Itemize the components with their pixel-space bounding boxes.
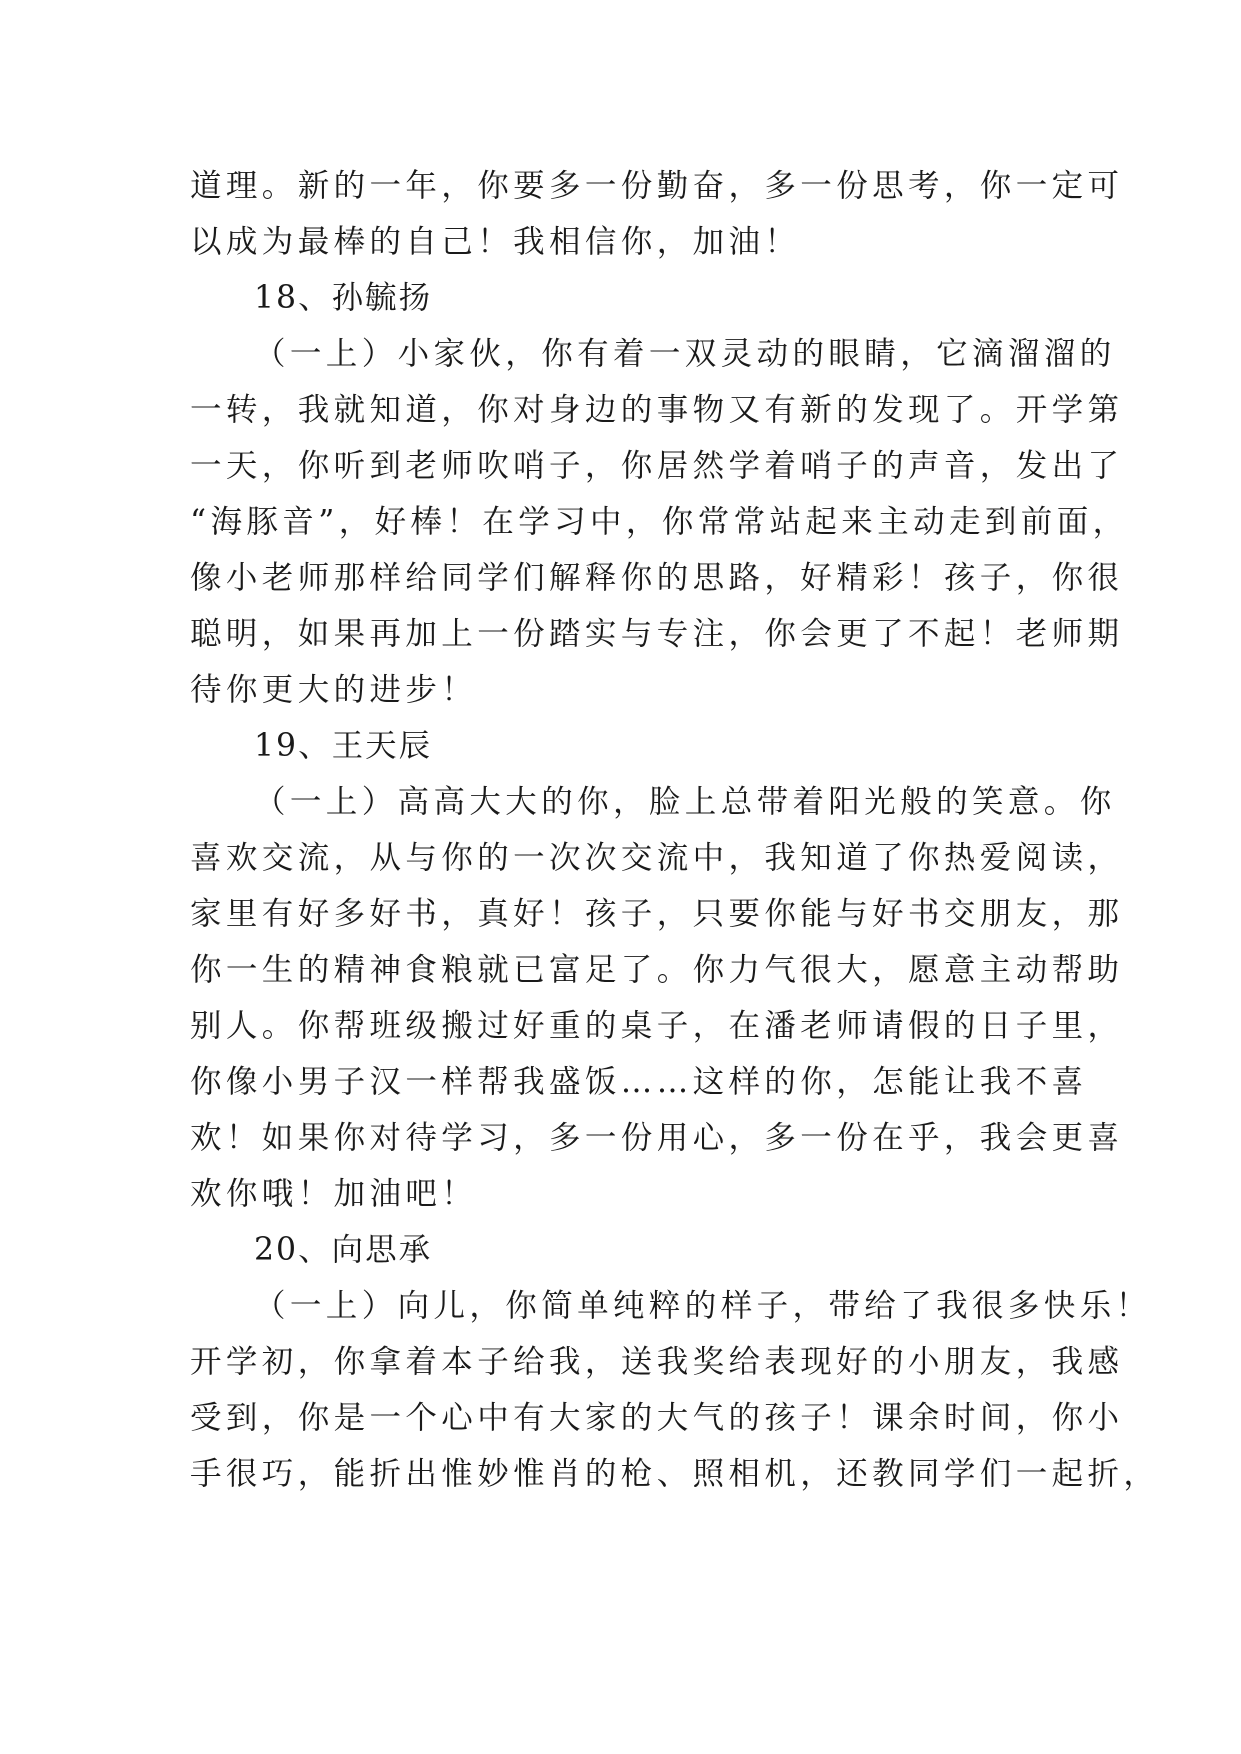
paragraph-first-line: （一上）小家伙，你有着一双灵动的眼睛，它滴溜溜的	[254, 336, 1116, 372]
text-line: 受到，你是一个心中有大家的大气的孩子！课余时间，你小	[190, 1400, 1124, 1436]
text-line: 欢！如果你对待学习，多一份用心，多一份在乎，我会更喜	[190, 1120, 1124, 1156]
text-line: 喜欢交流，从与你的一次次交流中，我知道了你热爱阅读，	[190, 840, 1124, 876]
text-line: “海豚音”，好棒！在学习中，你常常站起来主动走到前面，	[190, 504, 1129, 540]
paragraph-first-line: （一上）向儿，你简单纯粹的样子，带给了我很多快乐！	[254, 1288, 1152, 1324]
text-line: 欢你哦！加油吧！	[190, 1176, 478, 1212]
text-line: 待你更大的进步！	[190, 672, 478, 708]
text-line: 像小老师那样给同学们解释你的思路，好精彩！孩子，你很	[190, 560, 1124, 596]
text-line: 你像小男子汉一样帮我盛饭……这样的你，怎能让我不喜	[190, 1064, 1088, 1100]
text-line: 以成为最棒的自己！我相信你，加油！	[190, 224, 801, 260]
text-line: 聪明，如果再加上一份踏实与专注，你会更了不起！老师期	[190, 616, 1124, 652]
text-line: 手很巧，能折出惟妙惟肖的枪、照相机，还教同学们一起折，	[190, 1456, 1160, 1492]
text-line: 你一生的精神食粮就已富足了。你力气很大，愿意主动帮助	[190, 952, 1124, 988]
text-line: 开学初，你拿着本子给我，送我奖给表现好的小朋友，我感	[190, 1344, 1124, 1380]
text-line: 别人。你帮班级搬过好重的桌子，在潘老师请假的日子里，	[190, 1008, 1124, 1044]
text-line: 家里有好多好书，真好！孩子，只要你能与好书交朋友，那	[190, 896, 1124, 932]
paragraph-first-line: （一上）高高大大的你，脸上总带着阳光般的笑意。你	[254, 784, 1116, 820]
document-body	[190, 158, 1160, 1502]
text-line: 道理。新的一年，你要多一份勤奋，多一份思考，你一定可	[190, 168, 1124, 204]
text-line: 一转，我就知道，你对身边的事物又有新的发现了。开学第	[190, 392, 1124, 428]
text-line: 一天，你听到老师吹哨子，你居然学着哨子的声音，发出了	[190, 448, 1124, 484]
student-heading-18: 18、孙毓扬	[254, 280, 433, 316]
student-heading-19: 19、王天辰	[254, 728, 433, 764]
student-heading-20: 20、向思承	[254, 1232, 433, 1268]
